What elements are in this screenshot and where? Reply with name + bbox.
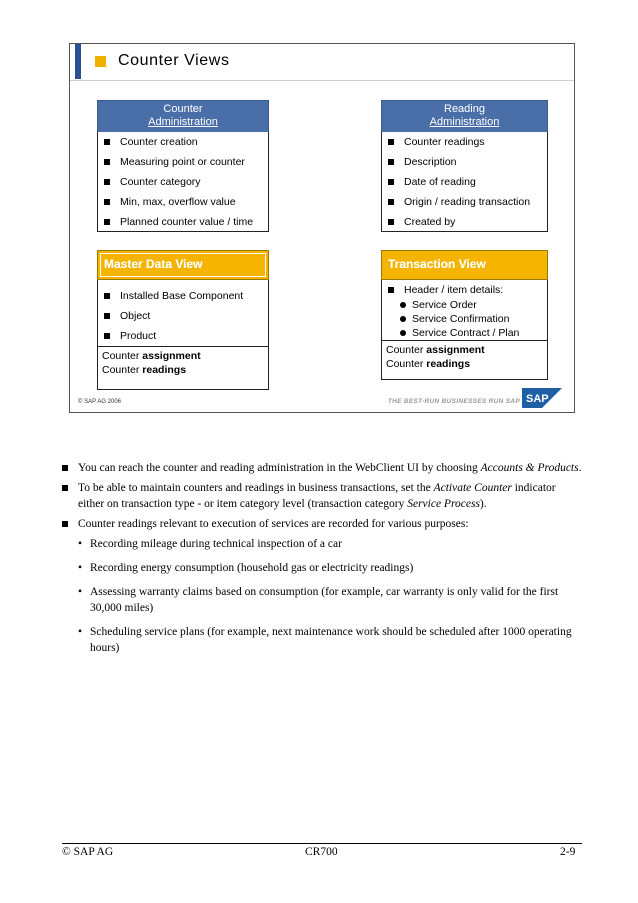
- p1-text-b: .: [578, 462, 582, 474]
- bullet-square-icon: [388, 159, 394, 165]
- reading-admin-heading-line2: Administration: [429, 116, 500, 128]
- list-item: [382, 192, 547, 212]
- bullet-square-icon: [388, 219, 394, 225]
- bullet-square-icon: [62, 521, 68, 527]
- list-item-text: Date of reading: [404, 176, 476, 188]
- list-item-text: Counter category: [120, 176, 201, 188]
- p2-text-a: To be able to maintain counters and readings in business transactions, set the: [78, 482, 434, 494]
- assignment-line: [102, 349, 268, 363]
- slide-title: Counter Views: [118, 52, 230, 69]
- list-item-text: Min, max, overflow value: [120, 196, 236, 208]
- reading-admin-heading-line1: Reading: [444, 103, 485, 115]
- p2-italic-1: Activate Counter: [433, 482, 512, 494]
- list-item: [62, 536, 582, 552]
- bullet-square-icon: [104, 159, 110, 165]
- readings-bold: readings: [426, 358, 471, 370]
- bullet-dot-icon: [400, 316, 406, 322]
- list-item-text: Scheduling service plans (for example, next maintenance work should be scheduled after 1000 operating hours): [90, 626, 572, 654]
- list-item-text: Counter readings: [404, 136, 485, 148]
- readings-line: [386, 357, 547, 371]
- bullet-square-icon: [388, 199, 394, 205]
- bullet-square-icon: [104, 313, 110, 319]
- paragraph-2: [62, 480, 582, 512]
- sap-tagline: THE BEST-RUN BUSINESSES RUN SAP: [387, 398, 520, 405]
- master-data-view-title: Master Data View: [104, 257, 203, 271]
- list-item-text: Measuring point or counter: [120, 156, 245, 168]
- transaction-view-heading: [381, 250, 548, 280]
- list-item-text: Assessing warranty claims based on consumption (for example, car warranty is only valid for the first 30,000 miles): [90, 586, 559, 614]
- p2-text-b: indicator either on transaction type - or item category level (transaction category: [78, 482, 556, 510]
- footer-center: CR700: [305, 846, 338, 858]
- footer-rule: [62, 843, 582, 844]
- list-item-text: Recording energy consumption (household gas or electricity readings): [90, 562, 414, 574]
- slide-title-bar: [70, 44, 574, 81]
- counter-admin-heading-line2: Administration: [148, 116, 218, 128]
- bullet-dot-icon: •: [78, 562, 83, 574]
- sub-list-item: [382, 298, 547, 312]
- bullet-square-icon: [62, 485, 68, 491]
- p2-italic-2: Service Process: [407, 498, 480, 510]
- paragraph-3: [62, 516, 582, 532]
- slide: [69, 43, 575, 413]
- p1-text-a: You can reach the counter and reading administration in the WebClient UI by choosing: [78, 462, 481, 474]
- p1-italic: Accounts & Products: [480, 462, 579, 474]
- counter-admin-heading: [97, 100, 269, 133]
- counter-admin-box: [97, 132, 269, 232]
- list-item: [382, 212, 547, 232]
- readings-bold: readings: [142, 364, 187, 376]
- assignment-bold: assignment: [142, 350, 201, 362]
- list-item: [382, 172, 547, 192]
- assignment-line: [386, 343, 547, 357]
- bullet-square-icon: [104, 219, 110, 225]
- list-item-text: Recording mileage during technical inspection of a car: [90, 538, 342, 550]
- bullet-square-icon: [104, 333, 110, 339]
- assignment-prefix: Counter: [102, 350, 143, 362]
- list-item: [382, 282, 547, 298]
- list-item-text: Service Order: [412, 299, 477, 311]
- body-content: [62, 460, 582, 664]
- bullet-dot-icon: [400, 330, 406, 336]
- bullet-dot-icon: [400, 302, 406, 308]
- bullet-dot-icon: •: [78, 626, 83, 638]
- list-item: [62, 624, 582, 656]
- transaction-view-title: Transaction View: [388, 257, 486, 271]
- list-item-text: Installed Base Component: [120, 290, 244, 302]
- footer-left: © SAP AG: [62, 846, 114, 858]
- list-item: [98, 306, 268, 326]
- list-item-text: Planned counter value / time: [120, 216, 254, 228]
- bullet-square-icon: [104, 293, 110, 299]
- list-item-text: Created by: [404, 216, 456, 228]
- title-square-icon: [95, 56, 106, 67]
- list-item-text: Header / item details:: [404, 284, 504, 296]
- bullet-square-icon: [62, 465, 68, 471]
- list-item-text: Service Contract / Plan: [412, 327, 520, 339]
- footer-right: 2-9: [560, 846, 576, 858]
- bullet-dot-icon: •: [78, 538, 83, 550]
- list-item: [98, 192, 268, 212]
- list-item: [382, 152, 547, 172]
- list-item: [62, 560, 582, 576]
- list-item: [98, 326, 268, 346]
- bullet-square-icon: [104, 179, 110, 185]
- readings-prefix: Counter: [386, 358, 427, 370]
- readings-line: [102, 363, 268, 377]
- transaction-box: [381, 280, 548, 380]
- slide-copyright: © SAP AG 2006: [78, 399, 122, 405]
- reading-admin-box: [381, 132, 548, 232]
- master-data-assignment: [98, 346, 268, 377]
- bullet-square-icon: [388, 179, 394, 185]
- reading-admin-heading: [381, 100, 548, 133]
- assignment-bold: assignment: [426, 344, 485, 356]
- master-data-box: [97, 280, 269, 390]
- list-item-text: Counter creation: [120, 136, 198, 148]
- transaction-assignment: [382, 340, 547, 371]
- list-item-text: Product: [120, 330, 157, 342]
- paragraph-1: [62, 460, 582, 476]
- list-item: [98, 132, 268, 152]
- sub-list-item: [382, 326, 547, 340]
- title-stripe: [75, 44, 81, 79]
- list-item: [382, 132, 547, 152]
- bullet-dot-icon: •: [78, 586, 83, 598]
- list-item: [98, 152, 268, 172]
- list-item-text: Service Confirmation: [412, 313, 510, 325]
- list-item: [98, 172, 268, 192]
- readings-prefix: Counter: [102, 364, 143, 376]
- sap-logo-icon: [522, 388, 562, 408]
- assignment-prefix: Counter: [386, 344, 427, 356]
- purpose-list: [62, 536, 582, 656]
- bullet-square-icon: [104, 139, 110, 145]
- list-item: [98, 212, 268, 232]
- list-item-text: Description: [404, 156, 457, 168]
- bullet-square-icon: [388, 287, 394, 293]
- list-item-text: Origin / reading transaction: [404, 196, 531, 208]
- list-item: [62, 584, 582, 616]
- sap-logo-text: SAP: [526, 393, 549, 405]
- bullet-square-icon: [104, 199, 110, 205]
- counter-admin-heading-line1: Counter: [163, 103, 203, 115]
- list-item-text: Object: [120, 310, 151, 322]
- sub-list-item: [382, 312, 547, 326]
- master-data-view-heading: [97, 250, 269, 280]
- bullet-square-icon: [388, 139, 394, 145]
- list-item: [98, 286, 268, 306]
- p2-text-c: ).: [479, 498, 487, 510]
- p3-text: Counter readings relevant to execution of services are recorded for various purposes:: [78, 518, 469, 530]
